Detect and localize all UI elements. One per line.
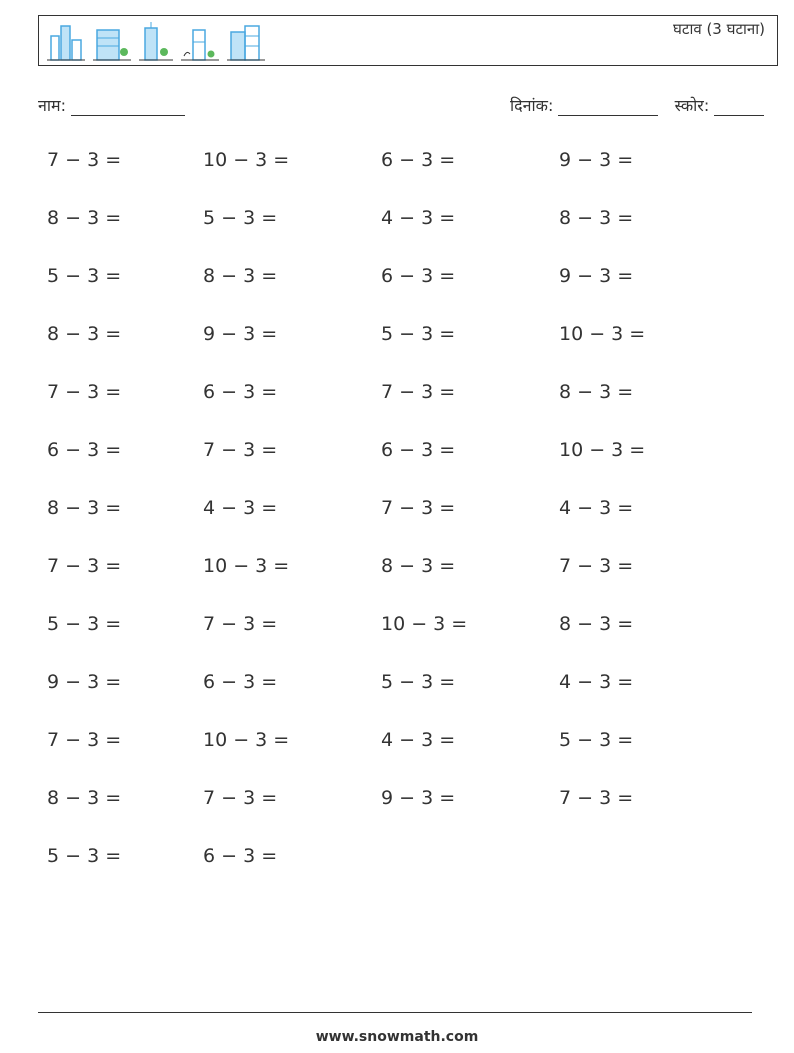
problem-item: 8 − 3 = — [203, 265, 278, 287]
problem-item: 6 − 3 = — [47, 439, 122, 461]
problem-item: 6 − 3 = — [381, 265, 456, 287]
tower-bench-tree-icon — [181, 22, 219, 62]
problem-item: 4 − 3 = — [381, 207, 456, 229]
name-blank[interactable] — [71, 99, 185, 116]
problem-item: 5 − 3 = — [47, 613, 122, 635]
problem-item: 4 − 3 = — [559, 497, 634, 519]
problem-item: 6 − 3 = — [203, 845, 278, 867]
problem-item: 7 − 3 = — [203, 613, 278, 635]
problem-item: 6 − 3 = — [381, 149, 456, 171]
problem-item: 7 − 3 = — [381, 497, 456, 519]
problem-item: 7 − 3 = — [559, 555, 634, 577]
apartment-buildings-icon — [227, 22, 265, 62]
problem-item: 8 − 3 = — [47, 497, 122, 519]
city-buildings-icon — [47, 22, 85, 62]
problem-item: 9 − 3 = — [381, 787, 456, 809]
problem-item: 6 − 3 = — [203, 381, 278, 403]
date-blank[interactable] — [558, 99, 658, 116]
footer-url: www.snowmath.com — [315, 1029, 479, 1045]
name-field — [38, 94, 185, 116]
worksheet-header — [38, 15, 778, 66]
name-label: नाम: — [38, 96, 66, 115]
tower-tree-icon — [139, 22, 173, 62]
problem-item: 8 − 3 = — [47, 207, 122, 229]
problem-item: 7 − 3 = — [559, 787, 634, 809]
problem-item: 9 − 3 = — [203, 323, 278, 345]
problem-item: 6 − 3 = — [203, 671, 278, 693]
problem-item: 4 − 3 = — [203, 497, 278, 519]
problem-item: 7 − 3 = — [381, 381, 456, 403]
problem-item: 5 − 3 = — [47, 845, 122, 867]
problem-item: 7 − 3 = — [47, 729, 122, 751]
problem-item: 4 − 3 = — [559, 671, 634, 693]
office-building-tree-icon — [93, 22, 131, 62]
problem-item: 7 − 3 = — [47, 149, 122, 171]
date-score-fields — [510, 94, 764, 116]
problem-item: 6 − 3 = — [381, 439, 456, 461]
header-icons — [47, 22, 265, 62]
problem-item: 10 − 3 = — [559, 323, 646, 345]
problem-item: 10 − 3 = — [381, 613, 468, 635]
worksheet-title: घटाव (3 घटाना) — [673, 20, 765, 38]
footer-divider — [38, 1012, 752, 1013]
problem-item: 4 − 3 = — [381, 729, 456, 751]
score-blank[interactable] — [714, 99, 764, 116]
problem-item: 10 − 3 = — [203, 555, 290, 577]
date-label: दिनांक: — [510, 96, 554, 115]
problem-item: 10 − 3 = — [203, 149, 290, 171]
problem-item: 9 − 3 = — [47, 671, 122, 693]
problem-item: 7 − 3 = — [203, 439, 278, 461]
problem-item: 5 − 3 = — [381, 671, 456, 693]
problem-item: 7 − 3 = — [203, 787, 278, 809]
problem-item: 8 − 3 = — [381, 555, 456, 577]
problem-item: 9 − 3 = — [559, 149, 634, 171]
problem-item: 8 − 3 = — [47, 787, 122, 809]
problem-item: 8 − 3 = — [559, 613, 634, 635]
problem-item: 10 − 3 = — [559, 439, 646, 461]
problem-item: 8 − 3 = — [47, 323, 122, 345]
problem-item: 7 − 3 = — [47, 381, 122, 403]
problem-item: 5 − 3 = — [47, 265, 122, 287]
problem-item: 5 − 3 = — [203, 207, 278, 229]
problem-item: 5 − 3 = — [381, 323, 456, 345]
score-label: स्कोर: — [674, 96, 710, 115]
problem-item: 9 − 3 = — [559, 265, 634, 287]
problem-item: 8 − 3 = — [559, 381, 634, 403]
problem-item: 5 − 3 = — [559, 729, 634, 751]
problem-item: 10 − 3 = — [203, 729, 290, 751]
problem-item: 8 − 3 = — [559, 207, 634, 229]
problem-item: 7 − 3 = — [47, 555, 122, 577]
